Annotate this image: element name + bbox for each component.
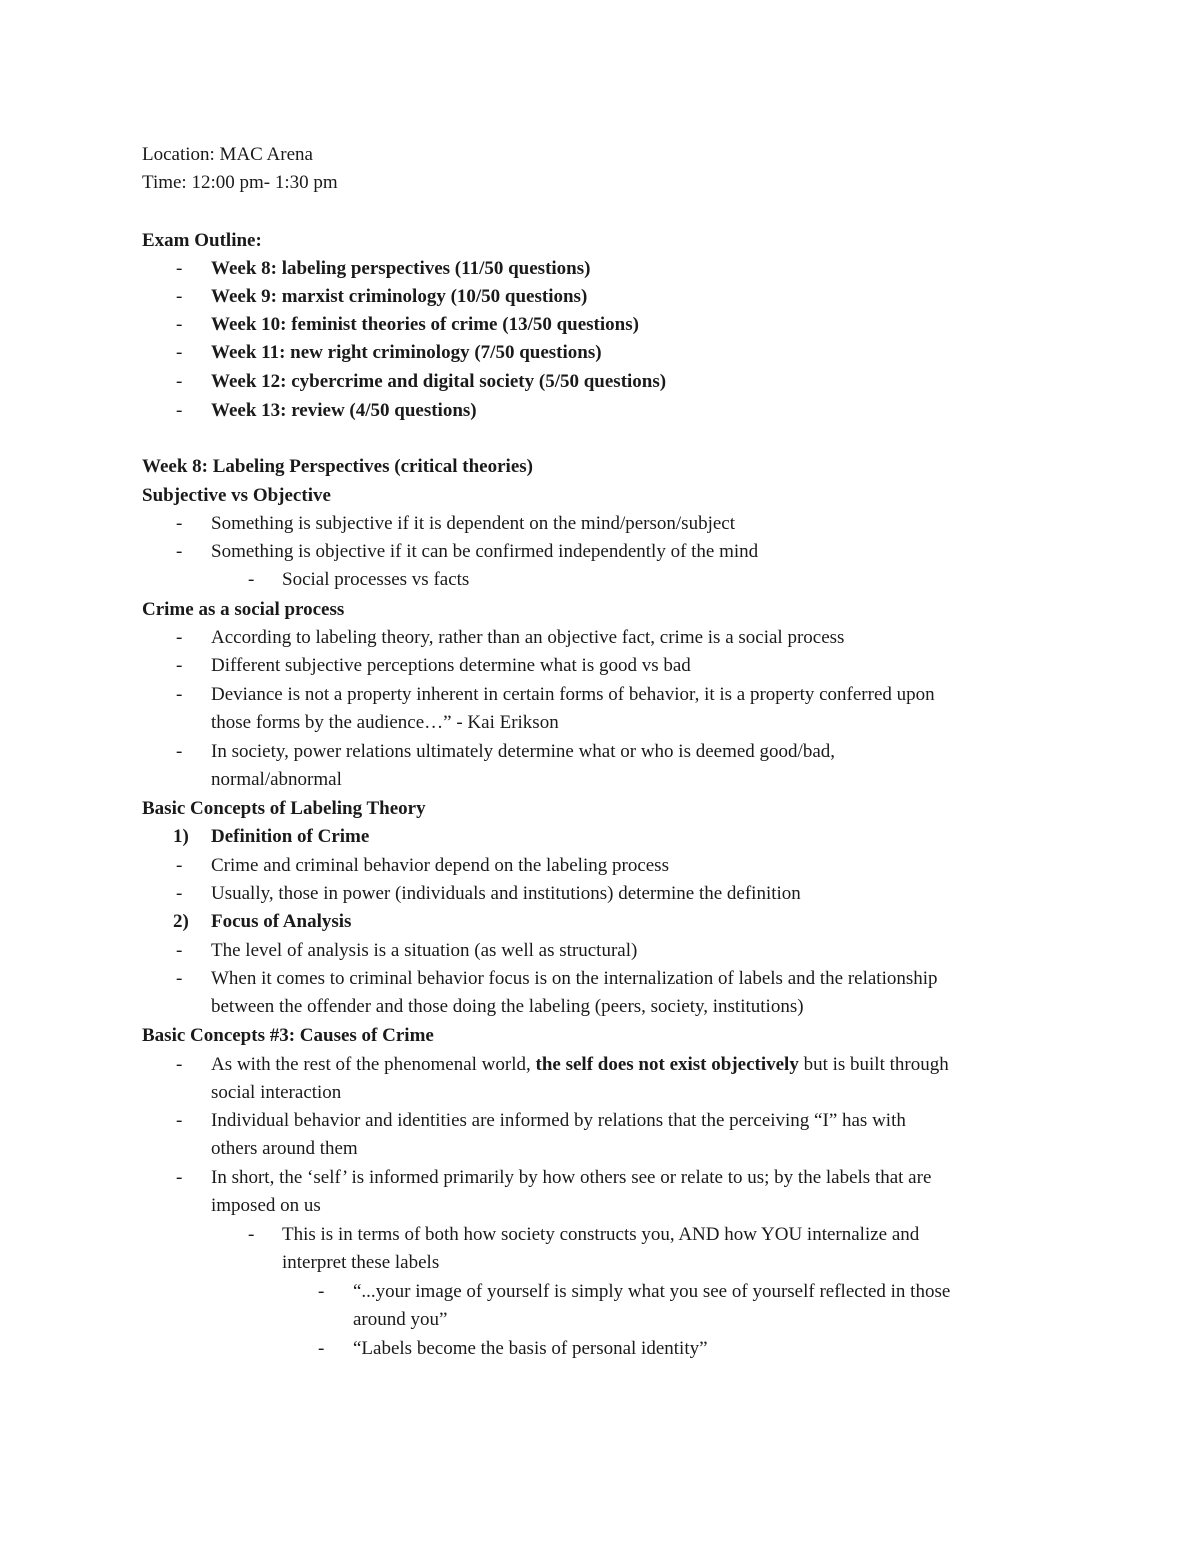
sub-bullet-item: Social processes vs facts: [282, 569, 470, 590]
outline-item: Week 9: marxist criminology (10/50 questions): [211, 286, 588, 307]
time-line: Time: 12:00 pm- 1:30 pm: [142, 172, 338, 193]
numbered-heading: Definition of Crime: [211, 826, 370, 847]
bullet-dash: -: [176, 258, 183, 279]
bullet-dash: -: [176, 627, 183, 648]
bullet-item: Something is subjective if it is dependent on the mind/person/subject: [211, 513, 736, 534]
bullet-continuation: normal/abnormal: [211, 769, 342, 790]
bullet-item: In society, power relations ultimately determine what or who is deemed good/bad,: [211, 741, 836, 762]
sub-bullet-item: This is in terms of both how society constructs you, AND how YOU internalize and: [282, 1224, 920, 1245]
bullet-dash: -: [318, 1281, 325, 1302]
subheading: Subjective vs Objective: [142, 485, 331, 506]
bullet-dash: -: [176, 314, 183, 335]
bullet-continuation: between the offender and those doing the labeling (peers, society, institutions): [211, 996, 804, 1017]
bullet-item: [211, 1051, 949, 1079]
bullet-text: As with the rest of the phenomenal world,: [211, 1054, 536, 1075]
bullet-item: According to labeling theory, rather than an objective fact, crime is a social process: [211, 627, 845, 648]
bullet-dash: -: [176, 883, 183, 904]
bullet-dash: -: [176, 342, 183, 363]
bullet-item: Individual behavior and identities are informed by relations that the perceiving “I” has with: [211, 1110, 906, 1131]
subheading: Basic Concepts #3: Causes of Crime: [142, 1025, 434, 1046]
bullet-dash: -: [176, 541, 183, 562]
numbered-marker: 1): [173, 826, 189, 847]
bullet-continuation: those forms by the audience…” - Kai Erikson: [211, 712, 559, 733]
bullet-item: In short, the ‘self’ is informed primarily by how others see or relate to us; by the labels that are: [211, 1167, 932, 1188]
bullet-dash: -: [176, 968, 183, 989]
bullet-dash: -: [176, 1054, 183, 1075]
section-title: Week 8: Labeling Perspectives (critical theories): [142, 456, 533, 477]
subheading: Crime as a social process: [142, 599, 345, 620]
emphasis-text: the self does not exist objectively: [535, 1054, 799, 1075]
outline-item: Week 8: labeling perspectives (11/50 questions): [211, 258, 591, 279]
outline-item: Week 13: review (4/50 questions): [211, 400, 477, 421]
bullet-dash: -: [176, 371, 183, 392]
outline-item: Week 12: cybercrime and digital society (5/50 questions): [211, 371, 667, 392]
bullet-dash: -: [176, 513, 183, 534]
bullet-continuation: imposed on us: [211, 1195, 321, 1216]
bullet-dash: -: [176, 940, 183, 961]
subsub-bullet-item: “Labels become the basis of personal identity”: [353, 1338, 708, 1359]
bullet-dash: -: [176, 400, 183, 421]
bullet-item: When it comes to criminal behavior focus is on the internalization of labels and the relationship: [211, 968, 938, 989]
outline-item: Week 10: feminist theories of crime (13/50 questions): [211, 314, 639, 335]
subheading: Basic Concepts of Labeling Theory: [142, 798, 426, 819]
subsub-bullet-item: “...your image of yourself is simply what you see of yourself reflected in those: [353, 1281, 951, 1302]
bullet-dash: -: [248, 569, 255, 590]
numbered-marker: 2): [173, 911, 189, 932]
bullet-item: Something is objective if it can be confirmed independently of the mind: [211, 541, 759, 562]
bullet-item: Usually, those in power (individuals and institutions) determine the definition: [211, 883, 801, 904]
bullet-item: The level of analysis is a situation (as well as structural): [211, 940, 638, 961]
sub-bullet-continuation: interpret these labels: [282, 1252, 440, 1273]
bullet-continuation: social interaction: [211, 1082, 342, 1103]
bullet-dash: -: [176, 286, 183, 307]
numbered-heading: Focus of Analysis: [211, 911, 352, 932]
location-line: Location: MAC Arena: [142, 144, 313, 165]
bullet-continuation: others around them: [211, 1138, 358, 1159]
bullet-dash: -: [318, 1338, 325, 1359]
bullet-item: Deviance is not a property inherent in certain forms of behavior, it is a property conferred upon: [211, 684, 935, 705]
outline-heading: Exam Outline:: [142, 230, 262, 251]
bullet-dash: -: [248, 1224, 255, 1245]
bullet-dash: -: [176, 655, 183, 676]
subsub-bullet-continuation: around you”: [353, 1309, 448, 1330]
bullet-dash: -: [176, 855, 183, 876]
bullet-dash: -: [176, 741, 183, 762]
bullet-dash: -: [176, 684, 183, 705]
bullet-item: Crime and criminal behavior depend on the labeling process: [211, 855, 669, 876]
bullet-text: but is built through: [798, 1054, 949, 1075]
bullet-item: Different subjective perceptions determine what is good vs bad: [211, 655, 691, 676]
bullet-dash: -: [176, 1110, 183, 1131]
outline-item: Week 11: new right criminology (7/50 questions): [211, 342, 602, 363]
bullet-dash: -: [176, 1167, 183, 1188]
